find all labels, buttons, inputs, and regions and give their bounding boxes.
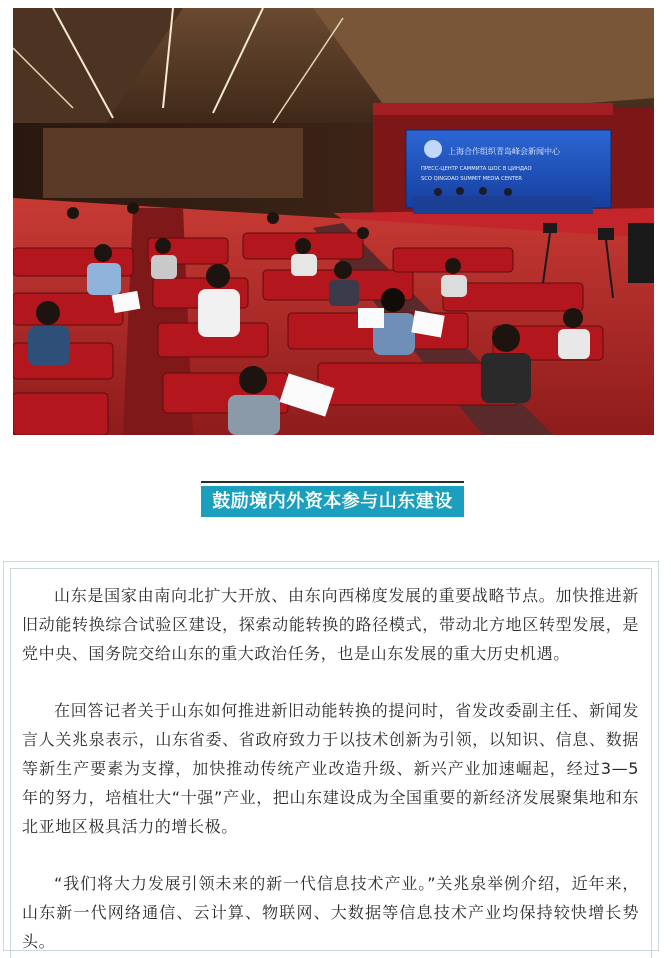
screen-title-cn: 上海合作组织青岛峰会新闻中心 [448, 147, 560, 156]
article-box [3, 561, 659, 951]
article-body [10, 568, 652, 958]
section-heading-block [201, 481, 464, 517]
paragraph-1: 山东是国家由南向北扩大开放、由东向西梯度发展的重要战略节点。加快推进新旧动能转换综合试验区建设，探索动能转换的路径模式，带动北方地区转型发展，是党中央、国务院交给山东的重大政治任务，也是山东发展的重大历史机遇。 [22, 586, 639, 663]
screen-title-ru: ПРЕСС-ЦЕНТР САММИТА ШОС В ЦИНДАО [421, 166, 532, 172]
section-heading: 鼓励境内外资本参与山东建设 [201, 486, 464, 517]
press-conference-photo [13, 8, 654, 435]
screen-title-en: SCO QINGDAO SUMMIT MEDIA CENTER [421, 176, 522, 182]
paragraph-3: “我们将大力发展引领未来的新一代信息技术产业。”关兆泉举例介绍，近年来，山东新一代网络通信、云计算、物联网、大数据等信息技术产业均保持较快增长势头。 [22, 874, 639, 951]
paragraph-2: 在回答记者关于山东如何推进新旧动能转换的提问时，省发改委副主任、新闻发言人关兆泉表示，山东省委、省政府致力于以技术创新为引领，以知识、信息、数据等新生产要素为支撑，加快推动传统产业改造升级、新兴产业加速崛起，经过3—5年的努力，培植壮大“十强”产业，把山东建设成为全国重要的新经济发展聚集地和东北亚地区极具活力的增长极。 [22, 701, 639, 836]
heading-top-rule [201, 481, 464, 483]
